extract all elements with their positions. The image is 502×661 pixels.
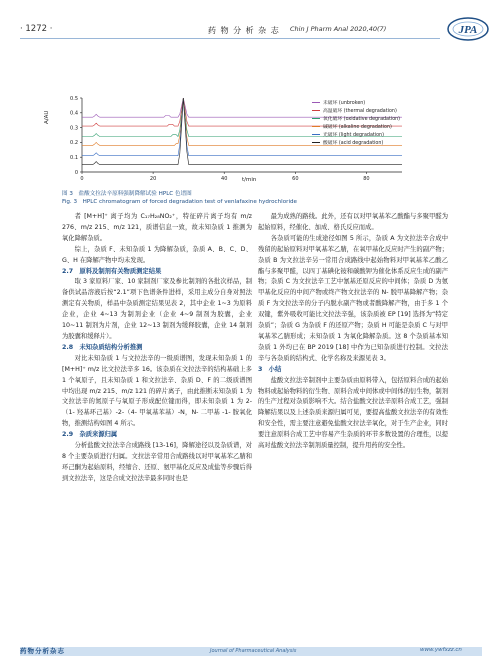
x-tick-label: 80 — [363, 176, 370, 182]
legend-label: 氧化破坏 (oxidative degradation) — [323, 117, 401, 122]
y-tick-label: 0 — [74, 169, 78, 176]
right-text-column — [258, 212, 448, 452]
y-tick-label: 0.4 — [70, 110, 78, 117]
chart-legend — [312, 99, 400, 146]
paragraph: 最为成熟的路线。此外，还有以对甲氧基苯乙酸酯与多聚甲醛为起始原料，经催化、加成、格氏反应而成。 — [258, 213, 448, 231]
y-tick-label: 0.2 — [70, 140, 78, 147]
paragraph: 取 3 家原料厂家、10 家制剂厂家及参比制剂的各批次样品，制备供试品溶液后按“2.1”项下色谱条件进样，采用主成分自身对照法测定有关物质，样品中杂质测定结果见表 2，其中企业 1~3 为原料企业，企业 4~13 为制剂企业（企业 4~9 制剂为胶囊，企业 10~11 制剂为片剂，企业 12~13 制剂为缓释胶囊，企业 14 制剂为胶囊和缓释片）。 — [62, 278, 252, 340]
y-tick-label: 0.3 — [70, 125, 78, 132]
chart-traces — [82, 98, 402, 165]
paragraph: 综上，杂质 F、未知杂质 1 为降解杂质，杂质 A、B、C、D、G、H 在降解产物中均未发现。 — [62, 245, 252, 264]
paragraph: 分析盐酸文拉法辛合成路线 [13-16]，降解途径以及杂质谱，对 8 个主要杂质进行归属。文拉法辛常用合成路线以对甲氧基苯乙腈和环己酮为起始原料，经缩合、还原、氨甲基化反应及成盐等步骤后得到文拉法辛，这是合成文拉法辛最多同时也是 — [62, 442, 252, 482]
paragraph: 各杂质可能的生成途径如图 5 所示，杂质 A 为文拉法辛合成中残留的起始原料对甲氧基苯乙腈，在氧甲基化反应时产生的副产物；杂质 B 为文拉法辛另一常用合成路线中起始物料对甲氧基苯乙酸乙酯与多聚甲醛，以四丁基碘化铵和碳酸钾为催化体系反应生成的副产物；杂质 C 为文拉法辛工艺中氰基还原反应的中间体；杂质 D 为氨甲基化反应的中间产物或终产物文拉法辛的 N- 脱甲基降解产物；杂质 F 为文拉法辛的分子内脱水副产物或者酸降解产物，由于多 1 个双键，紫外吸收可能比文拉法辛强，该杂质被 EP [19] 选择为“特定杂质”；杂质 G 为杂质 F 的还原产物；杂质 H 可能是杂质 C 与对甲氧基苯乙腈形成；未知杂质 1 为氧化降解杂质。这 8 个杂质基本知杂质 1 外均已在 BP 2019 [18] 中作为已知杂质进行控制。文拉法辛与各杂质的结构式、化学名称及来源见表 3。 — [258, 234, 448, 362]
x-tick-label: 20 — [149, 176, 157, 182]
legend-label: 未破坏 (unbroken) — [323, 101, 366, 106]
legend-label: 光破坏 (light degradation) — [323, 133, 384, 138]
logo-text: JPA — [458, 24, 478, 36]
section-heading: 3 小结 — [258, 365, 282, 373]
figure-caption-en: Fig. 3 HPLC chromatogram of forced degradation test of venlafaxine hydrochloride — [62, 199, 297, 205]
y-tick-label: 0.1 — [70, 155, 78, 161]
footer-website[interactable]: www.ywfxzz.cn — [420, 647, 462, 653]
figure-caption-cn: 图 3 盐酸文拉法辛原料强制降解试验 HPLC 色谱图 — [62, 191, 192, 197]
footer-journal-en: Journal of Pharmaceutical Analysis — [210, 648, 297, 654]
x-axis-label: t/min — [242, 177, 257, 182]
legend-label: 酸破坏 (acid degradation) — [323, 141, 384, 146]
legend-label: 高温破坏 (thermal degradation) — [323, 109, 397, 114]
section-heading: 2.9 杂质来源归属 — [62, 431, 118, 439]
journal-title-cn: 药 物 分 析 杂 志 — [208, 26, 280, 35]
y-tick-label: 0.5 — [70, 95, 78, 102]
section-heading: 2.8 未知杂质结构分析推测 — [62, 343, 143, 351]
paragraph: 者 [M+H]⁺ 离子均为 C₁₇H₂₈NO₂⁺，特征碎片离子均有 m/z 276、m/z 215、m/z 121，质谱信息一致，故未知杂质 1 推测为氧化降解杂质。 — [62, 213, 252, 242]
y-axis-label: A/AU — [44, 110, 50, 124]
hplc-chart — [42, 92, 422, 182]
x-tick-label: 0 — [80, 176, 84, 182]
paragraph: 盐酸文拉法辛制剂中主要杂质由原料带入，包括原料合成的起始物料或起始物料的衍生物、原料合成中间体或中间体的衍生物，制剂的生产过程对杂质影响不大。结合盐酸文拉法辛原料合成工艺，强制降解结果以及上述杂质来源归属可见，要提高盐酸文拉法辛的有效性和安全性，需主要注意避免盐酸文拉法辛氧化，对于生产企业，同时要注意原料合成工艺中容易产生杂质的环节多数设置的合理性，以提高对盐酸文拉法辛制剂质量控制，提升用药的安全性。 — [258, 376, 448, 450]
jpa-logo-icon — [447, 17, 489, 41]
page-number: · 1272 · — [20, 24, 53, 34]
footer-journal-cn: 药物分析杂志 — [20, 647, 65, 655]
legend-label: 碱破坏 (alkaline degradation) — [323, 125, 392, 130]
x-tick-label: 40 — [221, 176, 228, 182]
left-text-column — [62, 212, 252, 485]
x-tick-label: 60 — [292, 176, 299, 182]
journal-title-en: Chin J Pharm Anal 2020,40(7) — [290, 25, 387, 33]
paragraph: 对比未知杂质 1 与文拉法辛的一级质谱图，发现未知杂质 1 的 [M+H]⁺ m/z 比文拉法辛多 16。该杂质在文拉法辛的结构基础上多 1 个氧原子，且未知杂质 1 和文拉法辛、杂质 D、F 的二级质谱图中均出现 m/z 215、m/z 121 的碎片离子，由此推断未知杂质 1 为文拉法辛的氮原子与氧原子形成配位键而得，即未知杂质 1 为 2-（1- 羟基环己基）-2-（4- 甲氧基苯基）-N，N- 二甲基 -1- 胺氧化物，推测结构如图 4 所示。 — [62, 354, 252, 428]
series-line-5 — [82, 98, 402, 165]
section-heading: 2.7 原料及制剂有关物质测定结果 — [62, 267, 162, 275]
header-rule — [20, 38, 440, 39]
